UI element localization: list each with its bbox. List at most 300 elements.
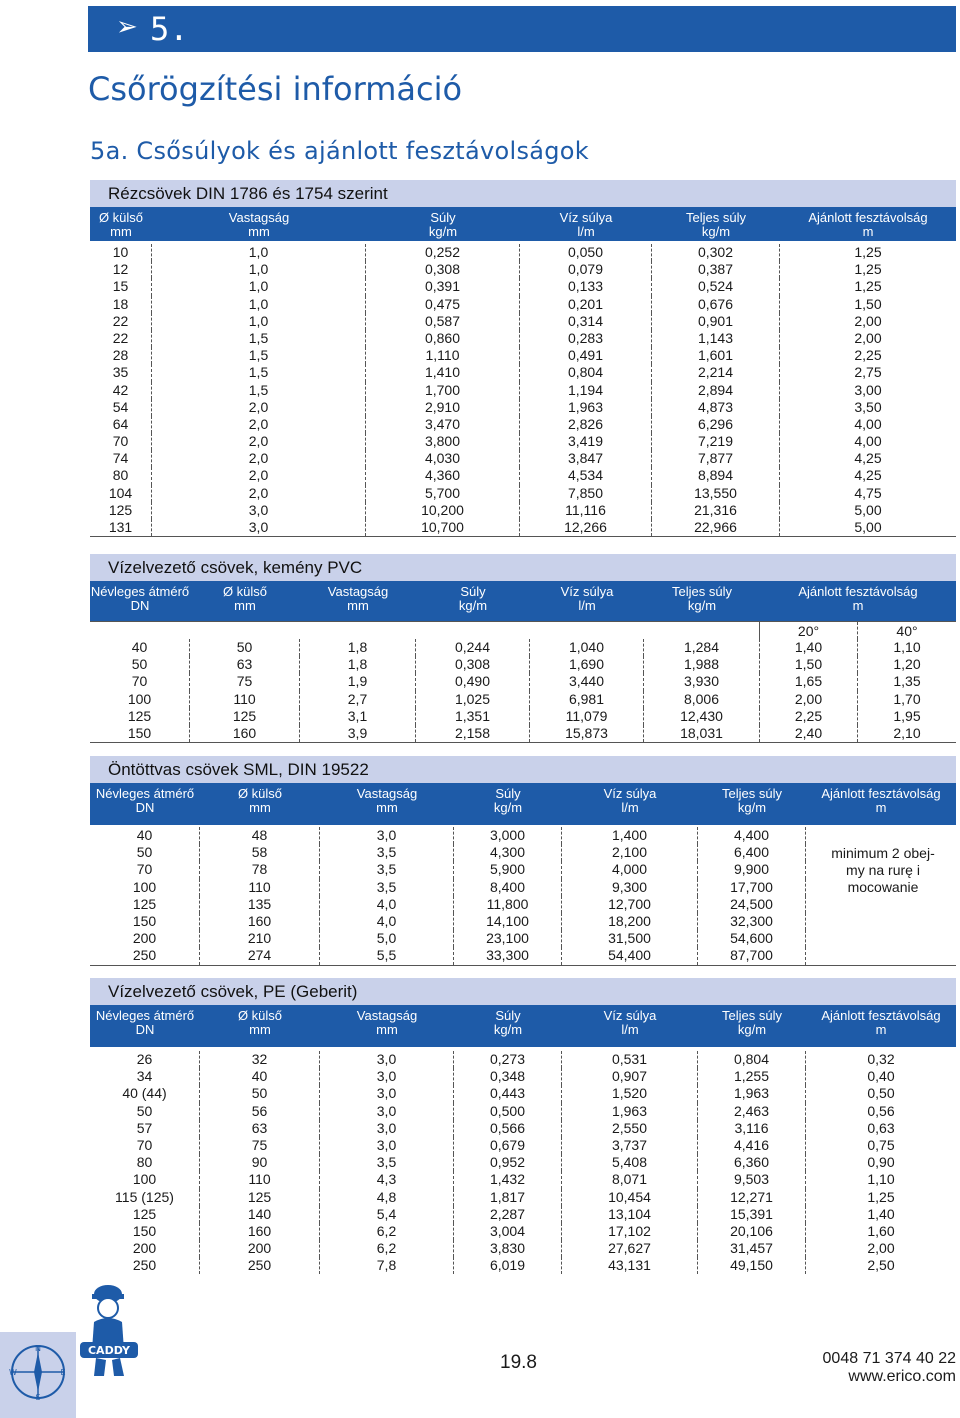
header-line: mm [110,224,132,239]
table-cell: 6,981 [530,691,644,708]
table-cell: 4,000 [562,861,698,878]
table-cell: 5,900 [454,861,562,878]
column-header [152,207,366,241]
table-cell: 3,1 [300,708,416,725]
column-header [416,581,530,621]
compass-s: S [35,1393,41,1402]
column-header [190,581,300,621]
table-cell: 1,255 [698,1068,806,1085]
table-cell: 50 [90,1103,200,1120]
table-cell: 160 [200,1223,320,1240]
table-row [90,656,956,673]
table-cell: 70 [90,861,200,878]
table-cell: 2,287 [454,1206,562,1223]
table-cell: 10,200 [366,502,520,519]
header-line: Vastagság [228,210,290,225]
table-cell: 18,031 [644,725,760,742]
table-cell: 0,314 [520,313,652,330]
table-cell: 0,952 [454,1154,562,1171]
column-header [530,581,644,621]
table-cell: 2,75 [854,364,882,381]
column-header [90,207,152,241]
table-cell: 3,419 [520,433,652,450]
pvc-table [90,554,956,743]
table-cell: 12,700 [562,896,698,913]
table-cell: 1,40 [760,639,858,656]
table-cell: 0,079 [520,261,652,278]
table-cell: 13,550 [652,485,780,502]
table-cell: 8,894 [652,467,780,484]
table-cell: 0,531 [562,1051,698,1068]
column-header [806,1005,956,1047]
table-row [90,261,956,278]
table-cell: 15,391 [698,1206,806,1223]
table-cell: 250 [90,1257,200,1274]
table-cell: 100 [90,1171,200,1188]
table-cell: 27,627 [562,1240,698,1257]
header-line: kg/m [493,1022,523,1037]
table-cell: 12 [90,261,152,278]
table-cell: 1,963 [520,399,652,416]
header-line: l/m [577,224,595,239]
table-cell: 2,0 [152,450,366,467]
table-cell: 2,0 [152,433,366,450]
table-cell: 9,300 [562,879,698,896]
header-line: Vastagság [356,1008,418,1023]
table-cell: 0,201 [520,296,652,313]
table-cell: 10,454 [562,1189,698,1206]
table-cell: 50 [200,1085,320,1102]
table-row [90,1120,956,1137]
header-line: kg/m [737,800,767,815]
column-header [90,783,200,825]
header-line: Ø külső [98,210,144,225]
table-cell: 0,302 [652,244,780,261]
table-title: Vízelvezető csövek, kemény PVC [90,554,956,581]
table-cell: 0,443 [454,1085,562,1102]
header-line: DN [135,800,155,815]
table-cell: 200 [90,930,200,947]
table-cell: 274 [200,947,320,964]
table-cell: 110 [190,691,300,708]
table-row [90,382,956,399]
table-cell: 125 [90,502,152,519]
table-row [90,399,956,416]
table-cell: 42 [90,382,152,399]
table-cell: 3,0 [320,1137,454,1154]
table-row [90,416,956,433]
table-cell: 1,5 [152,382,366,399]
table-body [90,1047,956,1274]
table-cell: 3,0 [152,502,366,519]
table-cell: 8,071 [562,1171,698,1188]
table-cell: 4,25 [854,467,882,484]
table-cell: 5,0 [320,930,454,947]
footer [0,1280,960,1418]
table-row [90,1257,956,1274]
table-cell: 5,00 [854,501,882,518]
table-cell: 1,432 [454,1171,562,1188]
table-row [90,433,956,450]
table-cell: 0,50 [867,1085,895,1102]
column-header [520,207,652,241]
table-cell: 1,988 [644,656,760,673]
table-cell: 1,025 [416,691,530,708]
table-cell: 3,000 [454,827,562,844]
table-cell: 54,600 [698,930,806,947]
table-cell: 32 [200,1051,320,1068]
header-line: DN [135,1022,155,1037]
table-cell: 1,700 [366,382,520,399]
header-line: m [875,1022,887,1037]
table-cell: 1,8 [300,656,416,673]
column-header [454,783,562,825]
table-cell: 3,470 [366,416,520,433]
table-cell: 2,0 [152,416,366,433]
table-cell: 3,5 [320,1154,454,1171]
table-cell: 3,50 [854,398,882,415]
table-cell: 0,475 [366,296,520,313]
table-cell: 1,60 [867,1222,895,1239]
table-cell: 4,300 [454,844,562,861]
table-cell: 54 [90,399,152,416]
table-cell: 2,158 [416,725,530,742]
table-row [90,1223,956,1240]
subheader-spacer [90,622,760,639]
header-line: m [862,224,874,239]
section-subtitle: 5a. Csősúlyok és ajánlott fesztávolságok [90,137,589,165]
table-cell: 50 [90,656,190,673]
table-cell: 3,440 [530,673,644,690]
table-row [90,896,956,913]
table-cell: 0,133 [520,278,652,295]
table-cell: 0,283 [520,330,652,347]
table-cell: 63 [190,656,300,673]
table-cell: 4,360 [366,467,520,484]
table-cell: 1,817 [454,1189,562,1206]
header-line: kg/m [428,224,458,239]
table-cell: 1,284 [644,639,760,656]
table-cell: 4,400 [698,827,806,844]
table-cell: 58 [200,844,320,861]
column-header [698,1005,806,1047]
table-cell: 1,8 [300,639,416,656]
table-cell: 0,500 [454,1103,562,1120]
chapter-bar [88,6,956,52]
table-row [90,1068,956,1085]
table-cell: 131 [90,519,152,536]
table-cell: 5,700 [366,485,520,502]
table-cell: 0,491 [520,347,652,364]
table-cell: 0,32 [867,1051,895,1067]
table-row [90,244,956,261]
header-line: Teljes súly [722,786,782,801]
table-cell: 14,100 [454,913,562,930]
header-line: mm [249,800,271,815]
header-line: mm [248,224,270,239]
table-cell: 1,70 [893,690,921,707]
column-header [366,207,520,241]
table-cell: 40 [90,639,190,656]
column-header [806,783,956,825]
table-cell: 9,900 [698,861,806,878]
header-line: Vastagság [327,584,389,599]
table-cell: 125 [90,1206,200,1223]
header-line: Súly [495,1008,521,1023]
table-cell: 1,963 [562,1103,698,1120]
header-line: DN [130,598,150,613]
chapter-number: 5. [150,10,189,48]
table-cell: 1,9 [300,673,416,690]
table-cell: 6,2 [320,1223,454,1240]
table-cell: 250 [90,947,200,964]
table-cell: 35 [90,364,152,381]
table-cell: 1,10 [893,639,921,655]
table-cell: 100 [90,879,200,896]
table-cell: 7,877 [652,450,780,467]
table-row [90,330,956,347]
table-cell: 1,40 [867,1205,895,1222]
table-cell: 4,0 [320,913,454,930]
table-cell: 100 [90,691,190,708]
mounting-note [810,845,956,896]
table-cell: 63 [200,1120,320,1137]
header-line: mm [234,598,256,613]
table-cell: 80 [90,467,152,484]
table-row [90,278,956,295]
table-cell: 2,7 [300,691,416,708]
table-cell: 3,116 [698,1120,806,1137]
table-cell: 2,25 [854,347,882,364]
table-cell: 3,9 [300,725,416,742]
table-row [90,1137,956,1154]
table-cell: 250 [200,1257,320,1274]
table-cell: 0,050 [520,244,652,261]
table-cell: 70 [90,673,190,690]
table-cell: 17,102 [562,1223,698,1240]
header-line: Ajánlott fesztávolság [821,1008,941,1023]
table-cell: 2,0 [152,467,366,484]
table-cell: 40 [200,1068,320,1085]
table-cell: 1,5 [152,364,366,381]
table-cell: 3,5 [320,879,454,896]
table-cell: 2,00 [854,312,882,329]
table-body [90,639,956,743]
table-cell: 0,587 [366,313,520,330]
table-cell: 3,0 [152,519,366,536]
table-cell: 2,00 [854,329,882,346]
table-row [90,347,956,364]
table-cell: 115 (125) [90,1189,200,1206]
table-cell: 1,0 [152,296,366,313]
table-cell: 15 [90,278,152,295]
table-cell: 10 [90,244,152,261]
table-cell: 2,00 [867,1240,895,1257]
brand-name: CADDY [87,1344,131,1357]
header-line: Víz súlya [560,584,614,599]
table-cell: 22 [90,330,152,347]
table-cell: 3,930 [644,673,760,690]
table-row [90,639,956,656]
table-header [90,783,956,825]
header-line: Víz súlya [603,1008,657,1023]
table-cell: 3,00 [854,381,882,398]
angle-subheader [90,621,956,639]
table-cell: 3,5 [320,861,454,878]
cast-iron-table [90,756,956,966]
table-cell: 18 [90,296,152,313]
table-cell: 9,503 [698,1171,806,1188]
column-header [90,581,190,621]
table-cell: 32,300 [698,913,806,930]
header-line: kg/m [493,800,523,815]
header-line: Súly [495,786,521,801]
table-cell: 48 [200,827,320,844]
table-cell: 2,40 [760,725,858,742]
header-line: Ajánlott fesztávolság [821,786,941,801]
table-row [90,827,956,844]
table-cell: 75 [190,673,300,690]
table-cell: 1,95 [893,707,921,724]
page-title: Csőrögzítési információ [88,70,463,108]
column-header [562,783,698,825]
table-cell: 1,690 [530,656,644,673]
table-cell: 6,2 [320,1240,454,1257]
table-cell: 1,5 [152,330,366,347]
phone-number: 0048 71 374 40 22 [822,1350,956,1367]
table-cell: 1,50 [760,656,858,673]
table-cell: 12,266 [520,519,652,536]
header-line: Ajánlott fesztávolság [798,584,918,599]
table-row [90,930,956,947]
header-line: Súly [460,584,486,599]
compass-e: E [60,1368,66,1377]
compass-icon [8,1342,68,1402]
table-row [90,467,956,484]
header-line: mm [347,598,369,613]
table-cell: 1,400 [562,827,698,844]
table-cell: 6,019 [454,1257,562,1274]
compass-n: N [35,1344,41,1353]
table-cell: 23,100 [454,930,562,947]
column-header [320,1005,454,1047]
table-cell: 0,308 [366,261,520,278]
table-cell: 140 [200,1206,320,1223]
table-cell: 1,963 [698,1085,806,1102]
compass-w: W [9,1368,17,1377]
table-cell: 0,75 [867,1136,895,1153]
table-cell: 2,0 [152,399,366,416]
header-line: m [875,800,887,815]
table-cell: 17,700 [698,879,806,896]
table-cell: 0,804 [698,1051,806,1068]
table-cell: 210 [200,930,320,947]
table-cell: 2,550 [562,1120,698,1137]
table-row [90,691,956,708]
table-cell: 2,100 [562,844,698,861]
table-cell: 4,416 [698,1137,806,1154]
table-cell: 150 [90,725,190,742]
header-line: m [852,598,864,613]
column-header [698,783,806,825]
table-cell: 0,244 [416,639,530,656]
header-line: Víz súlya [559,210,613,225]
header-line: Teljes súly [722,1008,782,1023]
header-line: kg/m [458,598,488,613]
table-cell: 7,219 [652,433,780,450]
header-line: Teljes súly [686,210,746,225]
column-header [644,581,760,621]
table-cell: 200 [90,1240,200,1257]
note-line: minimum 2 obej- [831,845,935,861]
header-line: Névleges átmérő [95,1008,195,1023]
table-cell: 54,400 [562,947,698,964]
table-cell: 22 [90,313,152,330]
table-cell: 0,490 [416,673,530,690]
table-cell: 22,966 [652,519,780,536]
contact-info [823,1350,956,1386]
table-row [90,502,956,519]
table-cell: 1,25 [854,261,882,278]
table-cell: 0,907 [562,1068,698,1085]
table-cell: 33,300 [454,947,562,964]
table-cell: 11,079 [530,708,644,725]
table-cell: 2,00 [760,691,858,708]
arrow-icon: ➢ [116,12,138,42]
table-cell: 4,3 [320,1171,454,1188]
table-cell: 3,847 [520,450,652,467]
table-cell: 87,700 [698,947,806,964]
copper-table [90,180,956,537]
table-cell: 5,00 [854,519,882,535]
table-cell: 1,0 [152,261,366,278]
note-line: mocowanie [847,879,919,895]
table-cell: 7,8 [320,1257,454,1274]
header-line: Víz súlya [603,786,657,801]
table-cell: 3,0 [320,1120,454,1137]
table-cell: 0,252 [366,244,520,261]
table-cell: 4,030 [366,450,520,467]
table-cell [806,930,956,947]
table-cell: 0,679 [454,1137,562,1154]
table-row [90,673,956,690]
table-cell: 2,214 [652,364,780,381]
table-cell: 15,873 [530,725,644,742]
table-cell: 0,56 [867,1102,895,1119]
compass-logo [0,1332,76,1418]
table-cell: 125 [200,1189,320,1206]
table-cell: 12,271 [698,1189,806,1206]
table-cell: 0,676 [652,296,780,313]
table-cell: 56 [200,1103,320,1120]
angle-label: 40° [896,623,918,639]
table-cell: 64 [90,416,152,433]
table-row [90,1051,956,1068]
column-header [200,783,320,825]
table-cell: 0,566 [454,1120,562,1137]
table-cell: 1,0 [152,278,366,295]
table-cell: 5,4 [320,1206,454,1223]
website-link[interactable]: www.erico.com [848,1368,956,1385]
table-cell: 3,0 [320,1051,454,1068]
table-cell: 43,131 [562,1257,698,1274]
header-line: Ø külső [237,1008,283,1023]
table-row [90,1171,956,1188]
table-title: Öntöttvas csövek SML, DIN 19522 [90,756,956,783]
table-cell: 34 [90,1068,200,1085]
column-header [320,783,454,825]
table-header [90,581,956,621]
